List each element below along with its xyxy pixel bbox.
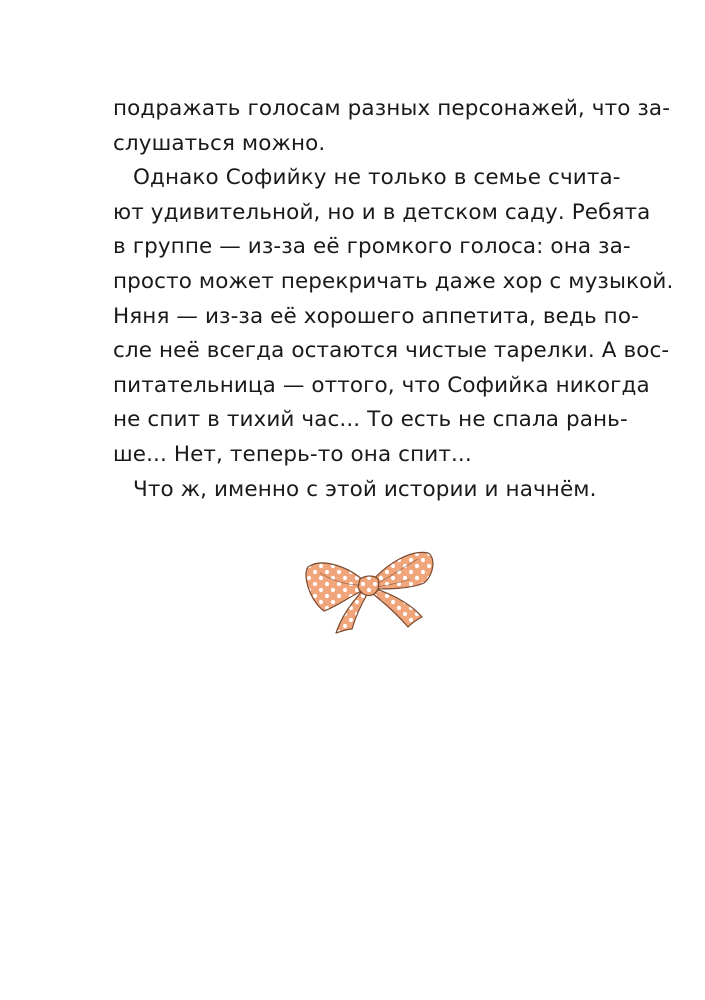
text-line: Что ж, именно с этой истории и начнём. <box>133 476 597 502</box>
paragraph <box>113 473 597 508</box>
text-line: Однако Софийку не только в семье счита- <box>133 165 621 191</box>
text-line: в группе — из-за её громкого голоса: она за- <box>113 234 631 260</box>
text-line: просто может перекричать даже хор с музыкой. <box>113 268 674 294</box>
paragraph <box>113 161 674 472</box>
text-line: питательница — оттого, что Софийка никогда <box>113 372 650 398</box>
text-line: ше... Нет, теперь-то она спит... <box>113 441 472 467</box>
text-line: не спит в тихий час... То есть не спала рань- <box>113 407 628 433</box>
text-line: слушаться можно. <box>113 130 326 156</box>
body-text <box>113 92 674 507</box>
paragraph <box>113 92 671 161</box>
text-line: подражать голосам разных персонажей, что за- <box>113 96 671 121</box>
text-line: Няня — из-за её хорошего аппетита, ведь по- <box>113 303 639 329</box>
polka-dot-bow-icon <box>300 545 438 637</box>
text-line: ют удивительной, но и в детском саду. Ребята <box>113 199 651 225</box>
text-line: сле неё всегда остаются чистые тарелки. А вос- <box>113 338 670 364</box>
